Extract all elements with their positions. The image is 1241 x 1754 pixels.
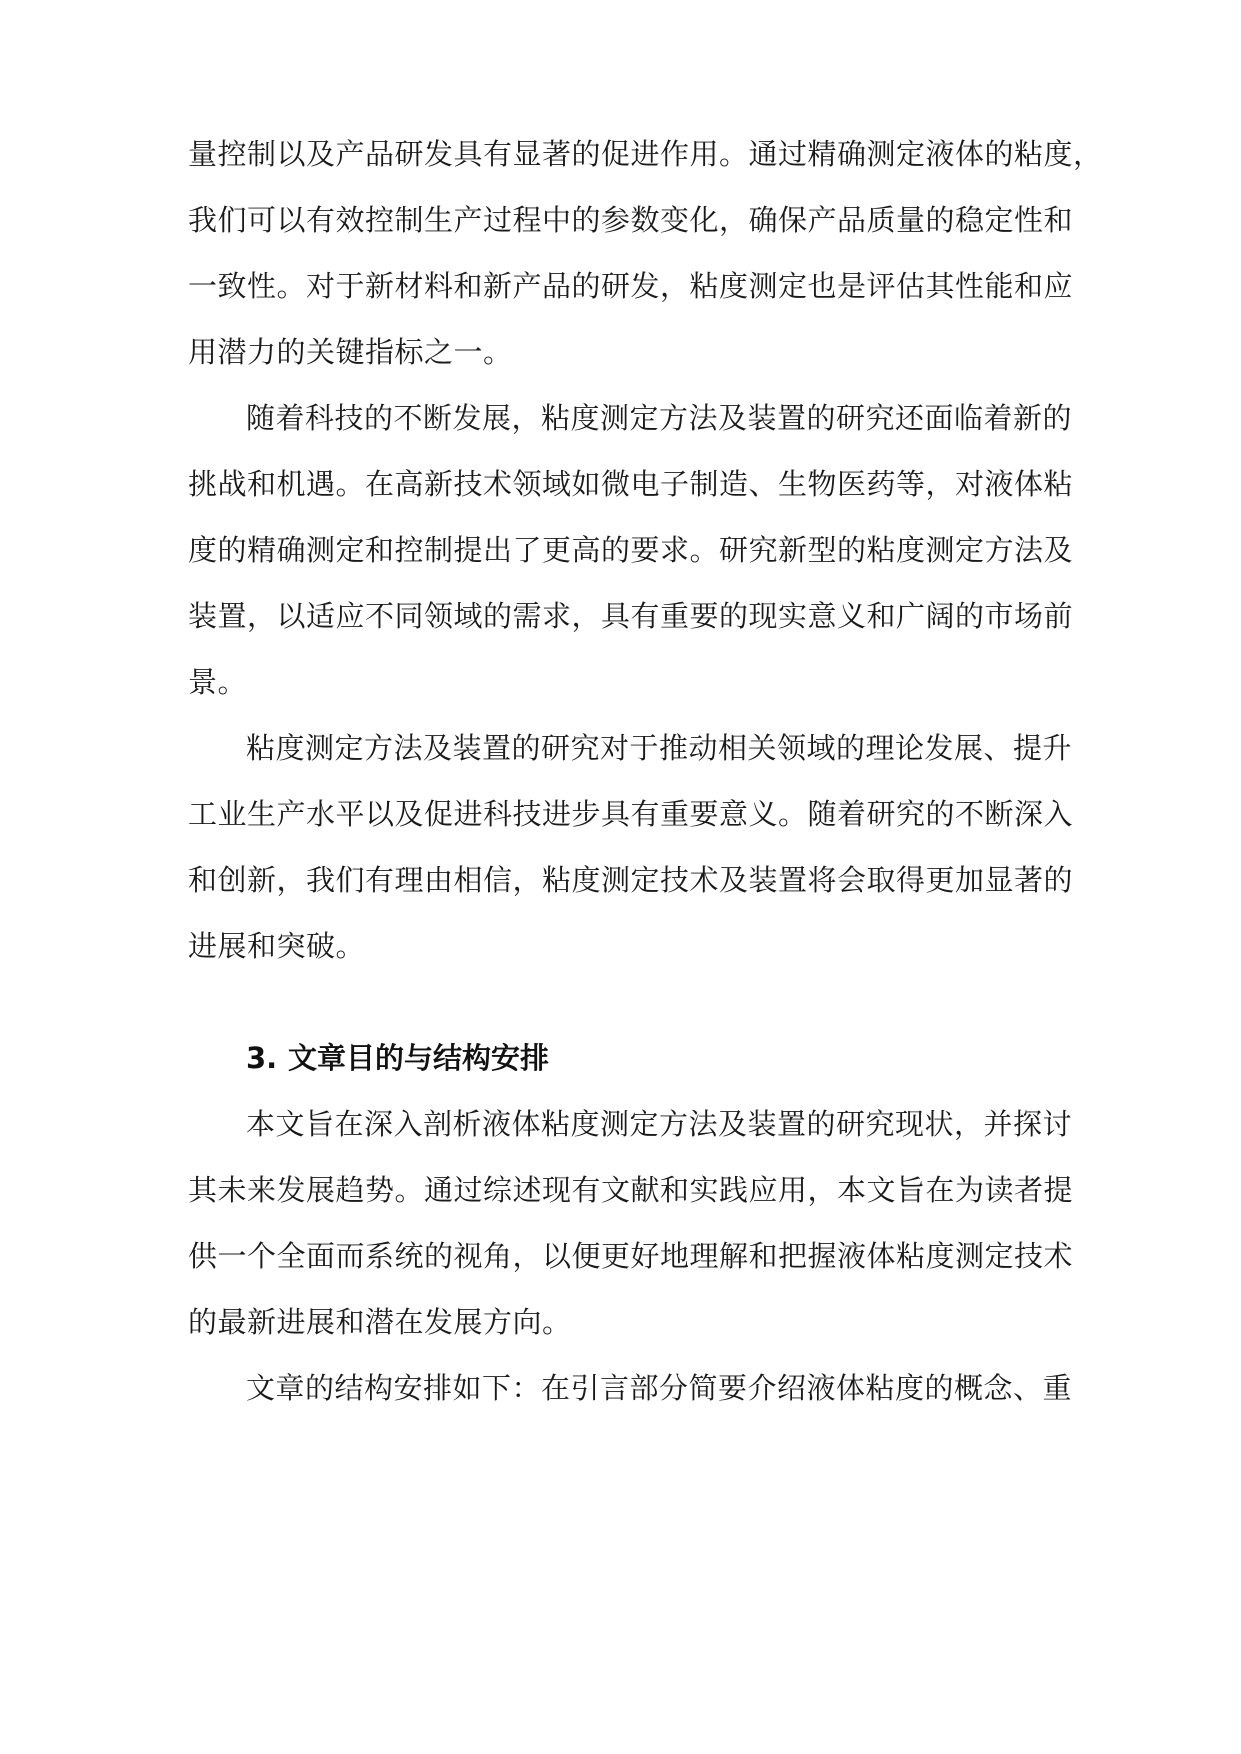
paragraph-line: 一致性。对于新材料和新产品的研发，粘度测定也是评估其性能和应	[188, 269, 1074, 303]
paragraph-line: 其未来发展趋势。通过综述现有文献和实践应用，本文旨在为读者提	[188, 1173, 1074, 1207]
paragraph-line: 我们可以有效控制生产过程中的参数变化，确保产品质量的稳定性和	[188, 203, 1074, 237]
paragraph-line: 随着科技的不断发展，粘度测定方法及装置的研究还面临着新的	[246, 401, 1073, 435]
section-heading	[246, 1038, 549, 1078]
paragraph-line: 景。	[188, 665, 248, 699]
paragraph-line: 本文旨在深入剖析液体粘度测定方法及装置的研究现状，并探讨	[246, 1107, 1073, 1141]
paragraph-line: 装置，以适应不同领域的需求，具有重要的现实意义和广阔的市场前	[188, 599, 1074, 633]
paragraph-line: 的最新进展和潜在发展方向。	[188, 1305, 572, 1339]
paragraph-line: 用潜力的关键指标之一。	[188, 335, 513, 369]
paragraph-line: 进展和突破。	[188, 929, 366, 963]
paragraph-line: 和创新，我们有理由相信，粘度测定技术及装置将会取得更加显著的	[188, 863, 1074, 897]
paragraph-line: 工业生产水平以及促进科技进步具有重要意义。随着研究的不断深入	[188, 797, 1074, 831]
paragraph-line: 文章的结构安排如下：在引言部分简要介绍液体粘度的概念、重	[246, 1371, 1073, 1405]
paragraph-line: 量控制以及产品研发具有显著的促进作用。通过精确测定液体的粘度，	[188, 137, 1103, 171]
section-title: 文章目的与结构安排	[288, 1041, 550, 1075]
paragraph-line: 挑战和机遇。在高新技术领域如微电子制造、生物医药等，对液体粘	[188, 467, 1074, 501]
section-number: 3.	[246, 1041, 278, 1075]
paragraph-line: 供一个全面而系统的视角，以便更好地理解和把握液体粘度测定技术	[188, 1239, 1074, 1273]
paragraph-line: 度的精确测定和控制提出了更高的要求。研究新型的粘度测定方法及	[188, 533, 1074, 567]
paragraph-line: 粘度测定方法及装置的研究对于推动相关领域的理论发展、提升	[246, 731, 1073, 765]
